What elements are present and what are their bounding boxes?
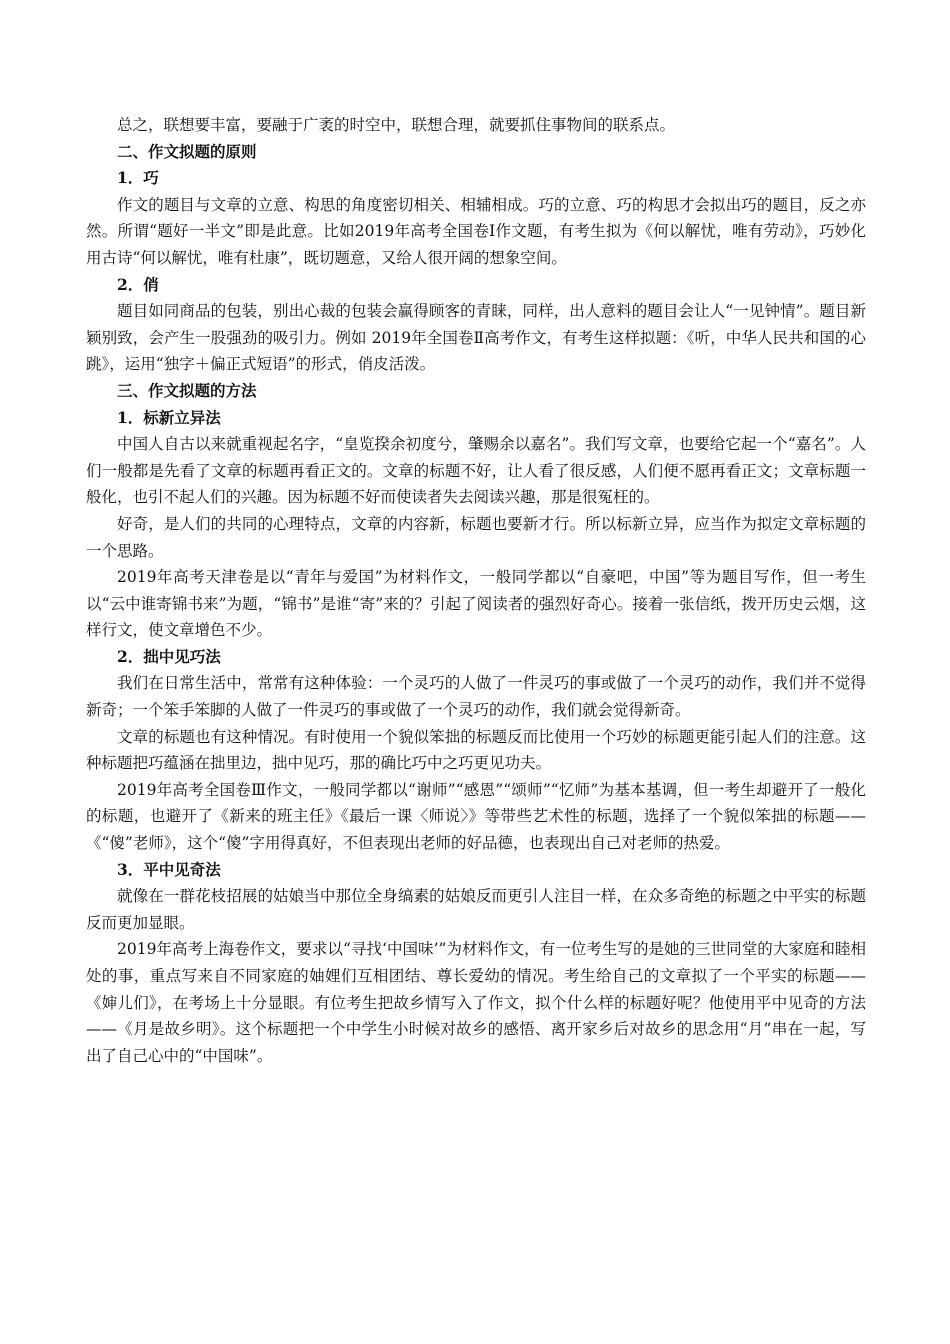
paragraph-clumsy-2: 文章的标题也有这种情况。有时使用一个貌似笨拙的标题反而比使用一个巧妙的标题更能引起人们的注意。这种标题把巧蕴涵在拙里边，拙中见巧，那的确比巧中之巧更见功夫。 xyxy=(86,727,866,773)
paragraph-novel-3: 2019年高考天津卷是以“青年与爱国”为材料作文，一般同学都以“自豪吧，中国”等为题目写作，但一考生以“云中谁寄锦书来”为题，“锦书”是谁“寄”来的？引起了阅读者的强烈好奇心。接着一张信纸，拨开历史云烟，这样行文，使文章增色不少。 xyxy=(86,568,866,640)
paragraph-clever: 作文的题目与文章的立意、构思的角度密切相关、相辅相成。巧的立意、巧的构思才会拟出巧的题目，反之亦然。所谓“题好一半文”即是此意。比如2019年高考全国卷Ⅰ作文题，有考生拟为《何以解忧，唯有劳动》，巧妙化用古诗“何以解忧，唯有杜康”，既切题意，又给人很开阔的想象空间。 xyxy=(86,195,866,267)
paragraph-clumsy-1: 我们在日常生活中，常常有这种体验：一个灵巧的人做了一件灵巧的事或做了一个灵巧的动作，我们并不觉得新奇；一个笨手笨脚的人做了一件灵巧的事或做了一个灵巧的动作，我们就会觉得新奇。 xyxy=(86,674,866,720)
subheading-witty: 2．俏 xyxy=(117,274,159,294)
paragraph-plain-1: 就像在一群花枝招展的姑娘当中那位全身缟素的姑娘反而更引人注目一样，在众多奇绝的标题之中平实的标题反而更加显眼。 xyxy=(86,887,866,932)
document-page xyxy=(86,112,866,1069)
paragraph-novel-2: 好奇，是人们的共同的心理特点，文章的内容新，标题也要新才行。所以标新立异，应当作为拟定文章标题的一个思路。 xyxy=(86,514,866,560)
subheading-clever: 1．巧 xyxy=(117,168,159,188)
section-heading-principles: 二、作文拟题的原则 xyxy=(117,141,257,161)
subheading-clumsy-method: 2．拙中见巧法 xyxy=(117,646,221,666)
subheading-novel-method: 1．标新立异法 xyxy=(117,407,221,427)
paragraph-novel-1: 中国人自古以来就重视起名字，“皇览揆余初度兮，肇赐余以嘉名”。我们写文章，也要给它起一个“嘉名”。人们一般都是先看了文章的标题再看正文的。文章的标题不好，让人看了很反感，人们便不愿再看正文；文章标题一般化，也引不起人们的兴趣。因为标题不好而使读者失去阅读兴趣，那是很冤枉的。 xyxy=(86,435,866,507)
paragraph-witty: 题目如同商品的包装，别出心裁的包装会赢得顾客的青睐，同样，出人意料的题目会让人“一见钟情”。题目新颖别致，会产生一股强劲的吸引力。例如 2019年全国卷Ⅱ高考作文，有考生这样拟题：《听，中华人民共和国的心跳》，运用“独字＋偏正式短语”的形式，俏皮活泼。 xyxy=(86,302,866,374)
paragraph-clumsy-3: 2019年高考全国卷Ⅲ作文，一般同学都以“谢师”“感恩”“颂师”“忆师”为基本基调，但一考生却避开了一般化的标题，也避开了《新来的班主任》《最后一课〈师说〉》等带些艺术性的标题，选择了一个貌似笨拙的标题——《“傻”老师》，这个“傻”字用得真好，不但表现出老师的好品德，也表现出自己对老师的热爱。 xyxy=(86,780,866,853)
subheading-plain-method: 3．平中见奇法 xyxy=(117,859,221,879)
paragraph-summary: 总之，联想要丰富，要融于广袤的时空中，联想合理，就要抓住事物间的联系点。 xyxy=(117,116,676,134)
paragraph-plain-2: 2019年高考上海卷作文，要求以“寻找‘中国味’”为材料作文，有一位考生写的是她的三世同堂的大家庭和睦相处的事，重点写来自不同家庭的妯娌们互相团结、尊长爱幼的情况。考生给自己的文章拟了一个平实的标题——《婶儿们》，在考场上十分显眼。有位考生把故乡情写入了作文，拟个什么样的标题好呢？他使用平中见奇的方法——《月是故乡明》。这个标题把一个中学生小时候对故乡的感悟、离开家乡后对故乡的思念用“月”串在一起，写出了自己心中的“中国味”。 xyxy=(86,940,866,1065)
section-heading-methods: 三、作文拟题的方法 xyxy=(117,380,257,400)
